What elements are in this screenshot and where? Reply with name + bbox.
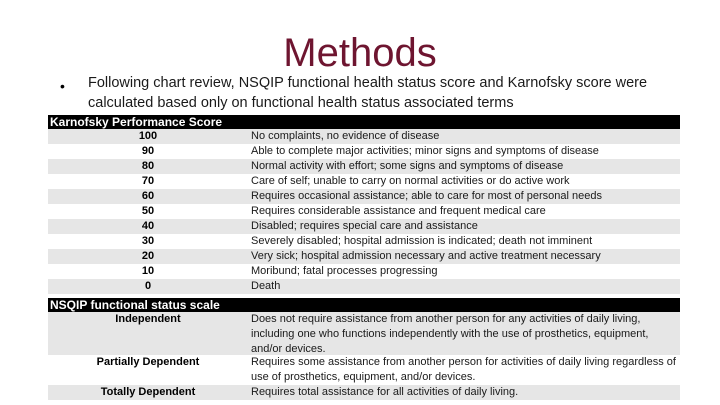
score-cell: 80 bbox=[141, 160, 155, 172]
table-row bbox=[48, 355, 680, 385]
score-cell: 40 bbox=[141, 220, 155, 232]
description-cell: No complaints, no evidence of disease bbox=[251, 130, 440, 142]
score-cell: 30 bbox=[141, 235, 155, 247]
table-row bbox=[48, 219, 680, 234]
table-row bbox=[48, 174, 680, 189]
score-cell: 70 bbox=[141, 175, 155, 187]
description-cell: Does not require assistance from another person for any activities of daily living, including one who functions independently with the use of prosthetics, equipment, and/or devices. bbox=[251, 313, 649, 355]
description-cell: Requires total assistance for all activities of daily living. bbox=[251, 386, 519, 398]
score-cell: 0 bbox=[144, 280, 152, 292]
table-row bbox=[48, 385, 680, 400]
score-cell: 90 bbox=[141, 145, 155, 157]
description-cell: Death bbox=[251, 280, 281, 292]
bullet-dot-icon: • bbox=[60, 78, 65, 94]
table-row bbox=[48, 159, 680, 174]
slide-title: Methods bbox=[283, 31, 437, 75]
score-cell: 100 bbox=[138, 130, 158, 142]
description-cell: Able to complete major activities; minor signs and symptoms of disease bbox=[251, 145, 599, 157]
score-cell: 60 bbox=[141, 190, 155, 202]
table-row bbox=[48, 144, 680, 159]
description-cell: Severely disabled; hospital admission is indicated; death not imminent bbox=[251, 235, 593, 247]
description-cell: Requires occasional assistance; able to care for most of personal needs bbox=[251, 190, 602, 202]
table-row bbox=[48, 234, 680, 249]
description-cell: Moribund; fatal processes progressing bbox=[251, 265, 438, 277]
description-cell: Disabled; requires special care and assistance bbox=[251, 220, 478, 232]
description-cell: Requires some assistance from another person for activities of daily living regardless of use of prosthetics, equipment, and/or devices. bbox=[251, 356, 676, 383]
description-cell: Very sick; hospital admission necessary and active treatment necessary bbox=[251, 250, 601, 262]
score-cell: 10 bbox=[141, 265, 155, 277]
score-cell: 50 bbox=[141, 205, 155, 217]
status-cell: Partially Dependent bbox=[96, 356, 200, 368]
bullet-text: Following chart review, NSQIP functional health status score and Karnofsky score were calculated based only on functional health status associated terms bbox=[88, 75, 648, 111]
description-cell: Requires considerable assistance and frequent medical care bbox=[251, 205, 546, 217]
table-row bbox=[48, 189, 680, 204]
status-cell: Totally Dependent bbox=[100, 386, 196, 398]
status-cell: Independent bbox=[115, 313, 181, 325]
description-cell: Care of self; unable to carry on normal activities or do active work bbox=[251, 175, 570, 187]
karnofsky-table bbox=[48, 115, 680, 294]
table-row bbox=[48, 204, 680, 219]
table-row bbox=[48, 264, 680, 279]
score-cell: 20 bbox=[141, 250, 155, 262]
description-cell: Normal activity with effort; some signs and symptoms of disease bbox=[251, 160, 564, 172]
table-row bbox=[48, 249, 680, 264]
table-row bbox=[48, 129, 680, 144]
table-row bbox=[48, 279, 680, 294]
nsqip-header: NSQIP functional status scale bbox=[48, 298, 680, 312]
karnofsky-header: Karnofsky Performance Score bbox=[48, 115, 680, 129]
nsqip-table bbox=[48, 298, 680, 400]
table-row bbox=[48, 312, 680, 355]
